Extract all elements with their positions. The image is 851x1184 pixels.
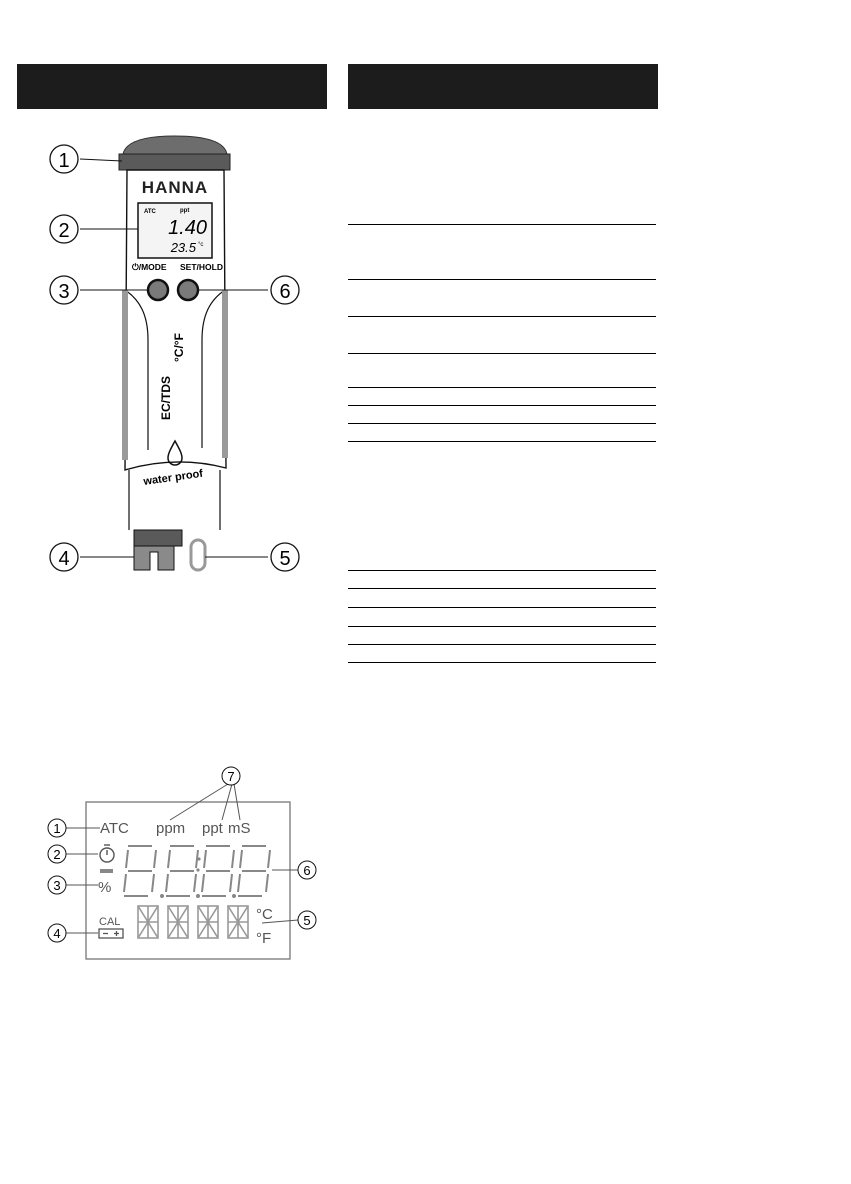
probe-electrode-housing	[134, 530, 182, 546]
set-hold-button-label: SET/HOLD	[180, 262, 223, 272]
table-rule	[348, 405, 656, 406]
temp-scale-label: °C/°F	[172, 333, 186, 362]
ec-tds-label: EC/TDS	[159, 375, 173, 420]
table-rule	[348, 316, 656, 317]
meter-cap	[123, 136, 227, 154]
svg-text:3: 3	[53, 878, 61, 893]
waterproof-label: water proof	[142, 467, 204, 488]
probe-electrode	[134, 546, 174, 570]
lcd-cal-label: CAL	[99, 916, 121, 928]
meter-cap-band	[119, 154, 230, 170]
svg-text:5: 5	[303, 913, 311, 928]
svg-text:6: 6	[279, 281, 291, 303]
lcd-temp-unit: °c	[198, 242, 204, 248]
svg-text:4: 4	[58, 548, 70, 570]
lcd-temp-reading: 23.5	[170, 240, 196, 255]
table-rule	[348, 441, 656, 442]
lcd-celsius-label: °C	[256, 906, 273, 923]
lcd-main-reading: 1.40	[168, 217, 207, 239]
table-rule	[348, 224, 656, 225]
brand-logo: HANNA	[141, 178, 209, 197]
svg-text:6: 6	[303, 863, 311, 878]
table-rule	[348, 588, 656, 589]
temperature-sensor	[191, 540, 205, 570]
right-section-header	[348, 64, 658, 109]
table-rule	[348, 644, 656, 645]
svg-text:2: 2	[58, 220, 70, 242]
svg-text:1: 1	[53, 821, 61, 836]
svg-text:7: 7	[227, 769, 235, 784]
set-hold-button	[178, 280, 198, 300]
table-rule	[348, 570, 656, 571]
table-rule	[348, 387, 656, 388]
svg-text:1: 1	[58, 150, 70, 172]
lcd-atc-label: ATC	[100, 820, 129, 837]
lcd-unit: ppt	[180, 208, 190, 214]
lcd-fahrenheit-label: °F	[256, 930, 272, 947]
mode-button	[148, 280, 168, 300]
svg-text:3: 3	[58, 281, 70, 303]
lcd-diagram	[0, 760, 340, 970]
table-rule	[348, 607, 656, 608]
svg-text:5: 5	[279, 548, 291, 570]
meter-illustration	[0, 0, 340, 600]
table-rule	[348, 662, 656, 663]
table-rule	[348, 279, 656, 280]
table-rule	[348, 353, 656, 354]
lcd-atc: ATC	[144, 209, 156, 215]
svg-text:2: 2	[53, 847, 61, 862]
lcd-minus-segment	[100, 869, 113, 873]
table-rule	[348, 626, 656, 627]
svg-text:4: 4	[53, 926, 61, 941]
lcd-ms-label: mS	[228, 820, 251, 837]
mode-button-label: ⏻/MODE	[132, 262, 167, 272]
lcd-percent-label: %	[98, 879, 112, 896]
lcd-ppt-label: ppt	[202, 820, 223, 837]
table-rule	[348, 423, 656, 424]
lcd-ppm-label: ppm	[156, 820, 186, 837]
